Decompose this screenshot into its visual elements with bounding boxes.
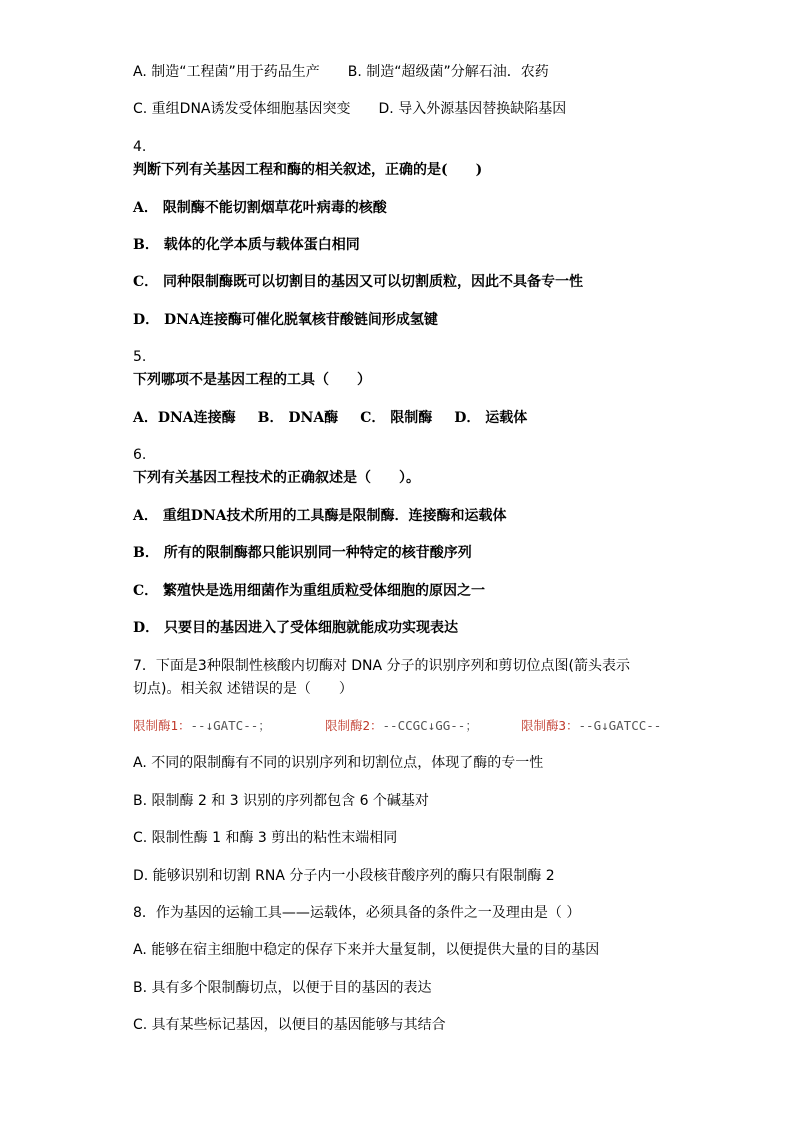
q8-option-a: A. 能够在宿主细胞中稳定的保存下来并大量复制，以便提供大量的目的基因 — [133, 942, 600, 958]
q6-option-c: C． 繁殖快是选用细菌作为重组质粒受体细胞的原因之一 — [133, 583, 486, 599]
q7-enzyme-figure — [133, 716, 693, 736]
q6-option-a: A． 重组DNA技术所用的工具酶是限制酶．连接酶和运载体 — [133, 508, 507, 524]
q5-option-b: B． DNA酶 — [257, 410, 339, 426]
enzyme-1-sequence: --↓GATC--； — [190, 718, 271, 733]
q5-option-d: D． 运载体 — [454, 410, 528, 426]
q7-option-b: B. 限制酶 2 和 3 识别的序列都包含 6 个碱基对 — [133, 793, 429, 809]
q4-option-b: B． 载体的化学本质与载体蛋白相同 — [133, 237, 360, 253]
q6-stem: 下列有关基因工程技术的正确叙述是（ ）。 — [133, 470, 420, 486]
q4-option-c: C． 同种限制酶既可以切割目的基因又可以切割质粒，因此不具备专一性 — [133, 274, 584, 290]
enzyme-2-sequence: --CCGC↓GG--； — [382, 718, 478, 733]
q7-option-c: C. 限制性酶 1 和酶 3 剪出的粘性末端相同 — [133, 830, 398, 846]
q4-option-a: A． 限制酶不能切割烟草花叶病毒的核酸 — [133, 200, 387, 216]
q8-option-b: B. 具有多个限制酶切点，以便于目的基因的表达 — [133, 980, 432, 996]
q3-option-c: C. 重组DNA诱发受体细胞基因突变 — [133, 101, 351, 117]
q5-number: 5. — [133, 349, 147, 365]
q7-stem-line1: 7．下面是3种限制性核酸内切酶对 DNA 分子的识别序列和剪切位点图(箭头表示 — [133, 658, 631, 674]
q7-option-d: D. 能够识别和切割 RNA 分子内一小段核苷酸序列的酶只有限制酶 2 — [133, 868, 555, 884]
q4-stem: 判断下列有关基因工程和酶的相关叙述，正确的是( ) — [133, 162, 483, 178]
enzyme-1 — [133, 716, 271, 734]
enzyme-1-name: 限制酶1： — [133, 718, 191, 733]
enzyme-2-name: 限制酶2： — [325, 718, 383, 733]
q3-option-d: D. 导入外源基因替换缺陷基因 — [378, 101, 567, 117]
q5-option-c: C． 限制酶 — [360, 410, 433, 426]
q8-option-c: C. 具有某些标记基因，以便目的基因能够与其结合 — [133, 1017, 446, 1033]
q6-option-b: B． 所有的限制酶都只能识别同一种特定的核苷酸序列 — [133, 545, 472, 561]
q4-number: 4. — [133, 139, 147, 155]
enzyme-3 — [521, 716, 661, 734]
q8-stem: 8．作为基因的运输工具——运载体，必须具备的条件之一及理由是（ ） — [133, 905, 581, 921]
q3-option-row-2 — [133, 99, 566, 119]
q6-number: 6. — [133, 447, 147, 463]
q7-stem-line2: 切点)。相关叙 述错误的是（ ） — [133, 681, 353, 697]
q5-option-a: A．DNA连接酶 — [133, 410, 236, 426]
q3-option-a: A. 制造“工程菌”用于药品生产 — [133, 64, 320, 80]
q5-stem: 下列哪项不是基因工程的工具（ ） — [133, 372, 371, 388]
q6-option-d: D． 只要目的基因进入了受体细胞就能成功实现表达 — [133, 620, 459, 636]
q4-option-d: D． DNA连接酶可催化脱氧核苷酸链间形成氢键 — [133, 312, 438, 328]
q7-option-a: A. 不同的限制酶有不同的识别序列和切割位点，体现了酶的专一性 — [133, 755, 544, 771]
enzyme-2 — [325, 716, 478, 734]
enzyme-3-name: 限制酶3： — [521, 718, 579, 733]
q5-options-row — [133, 408, 527, 428]
enzyme-3-sequence: --G↓GATCC-- — [578, 718, 662, 733]
q3-option-row-1 — [133, 62, 549, 82]
q3-option-b: B. 制造“超级菌”分解石油．农药 — [347, 64, 549, 80]
